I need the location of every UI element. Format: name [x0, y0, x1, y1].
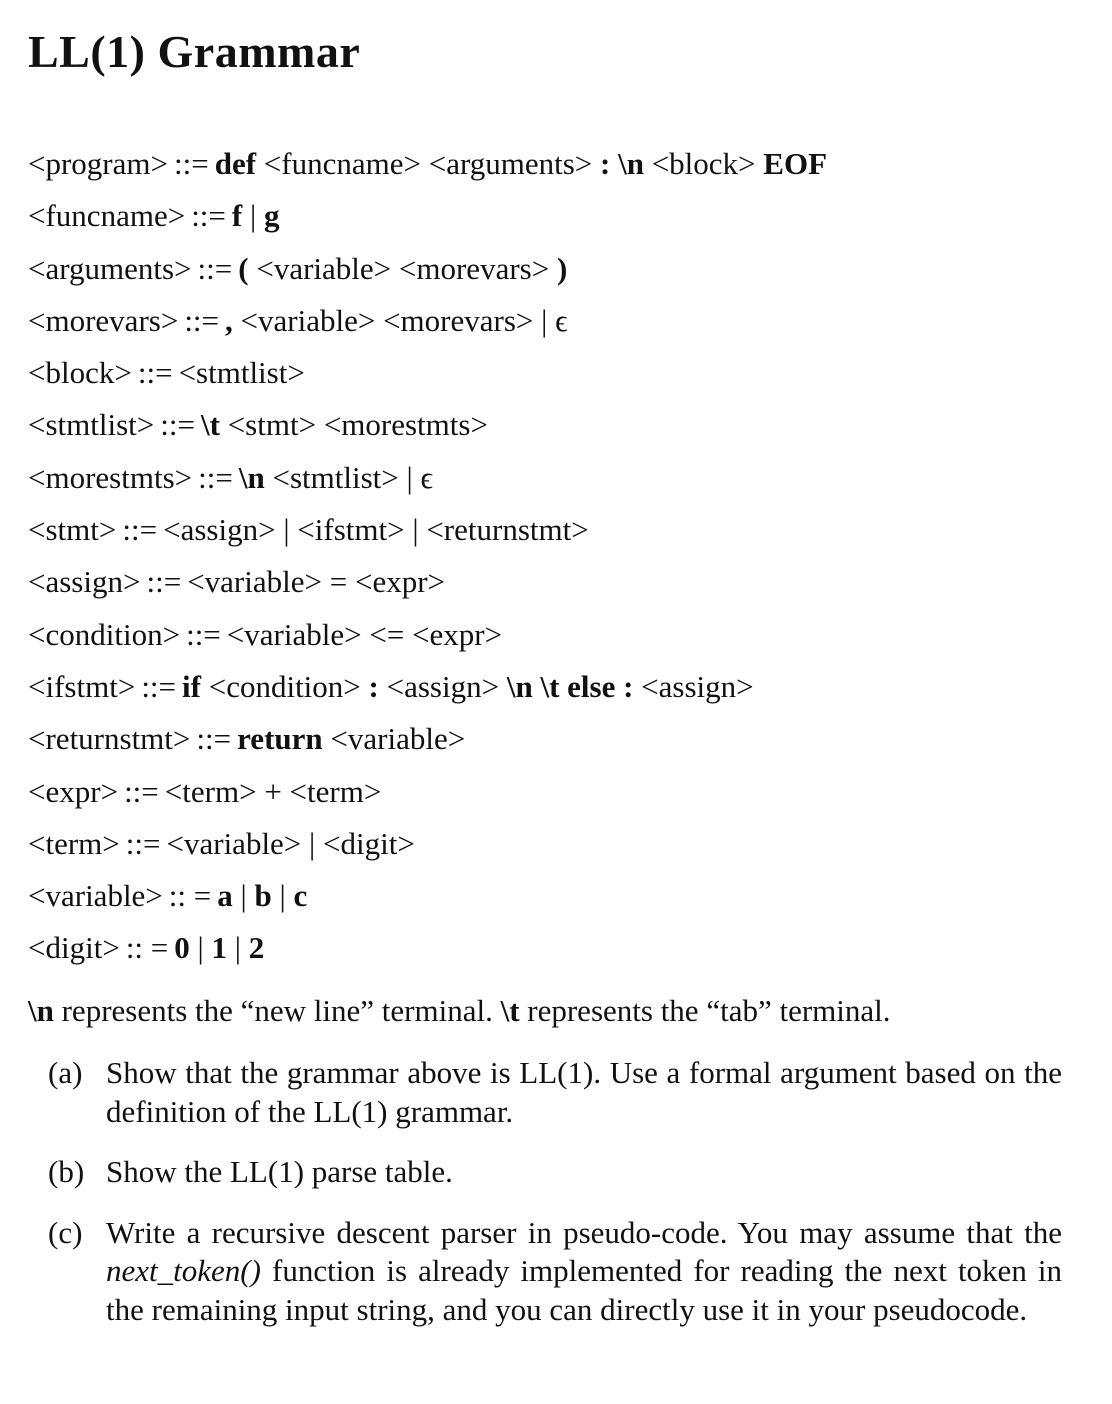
- rule-operator: ::=: [122, 512, 158, 548]
- grammar-rule: [28, 922, 1088, 974]
- terminal-symbol: (: [238, 250, 249, 286]
- rule-operator: :: =: [168, 878, 212, 914]
- terminal-symbol: def: [214, 146, 257, 181]
- rule-operator: ::=: [125, 825, 161, 861]
- tab-note-text: represents the “tab” terminal.: [519, 993, 891, 1028]
- terminal-symbol: else: [567, 668, 616, 704]
- terminal-symbol: if: [182, 668, 201, 704]
- page-title: LL(1) Grammar: [28, 26, 361, 77]
- rule-operator: ::=: [198, 459, 233, 495]
- grammar-rule: [28, 295, 1088, 347]
- rule-symbol: <expr>: [354, 564, 446, 600]
- question-part-a: [48, 1054, 1062, 1131]
- rule-symbol: <returnstmt>: [426, 512, 589, 548]
- terminal-symbol: :: [368, 668, 379, 704]
- rule-lhs: <digit>: [28, 930, 120, 966]
- rule-symbol: <ifstmt>: [297, 512, 405, 548]
- grammar-rule: [28, 190, 1088, 242]
- grammar-rule: [28, 347, 1088, 399]
- grammar-rule: [28, 399, 1088, 451]
- rule-symbol: <digit>: [323, 825, 415, 861]
- rule-lhs: <block>: [28, 355, 132, 391]
- grammar-rule: [28, 504, 1088, 556]
- rule-symbol: +: [264, 773, 282, 809]
- rule-symbol: <expr>: [412, 616, 503, 652]
- terminal-symbol: ): [556, 250, 568, 286]
- rule-symbol: <variable>: [226, 616, 362, 652]
- rule-symbol: |: [541, 302, 548, 338]
- newline-symbol: \n: [28, 993, 54, 1028]
- grammar-rule: [28, 766, 1088, 818]
- rule-symbol: |: [197, 930, 204, 966]
- terminal-symbol: ,: [225, 302, 233, 338]
- rule-lhs: <returnstmt>: [28, 721, 191, 757]
- terminal-symbol: 2: [248, 930, 265, 966]
- terminal-symbol: :: [623, 668, 634, 704]
- rule-operator: ::=: [141, 668, 177, 704]
- rule-symbol: <variable>: [330, 721, 466, 757]
- terminal-symbol: 0: [174, 930, 190, 966]
- part-text: Show the LL(1) parse table.: [106, 1154, 453, 1189]
- part-text-after: function is already implemented for reading the next token in the remaining input string, and you can directly use it in your pseudocode.: [106, 1253, 1062, 1327]
- rule-symbol: <condition>: [208, 668, 361, 704]
- rule-lhs: <condition>: [28, 616, 181, 652]
- rule-symbol: <variable>: [240, 302, 376, 338]
- question-part-c: [48, 1214, 1062, 1330]
- grammar-rule: [28, 138, 1088, 190]
- grammar-rule: [28, 609, 1088, 661]
- rule-lhs: <stmt>: [28, 512, 117, 548]
- part-label: (a): [48, 1055, 83, 1090]
- rule-lhs: <stmtlist>: [28, 407, 155, 443]
- rule-operator: ::=: [173, 146, 209, 181]
- rule-operator: :: =: [125, 930, 169, 966]
- newline-note-text: represents the “new line” terminal.: [53, 993, 501, 1028]
- rule-symbol: <stmtlist>: [272, 459, 399, 495]
- terminal-symbol: :: [600, 146, 611, 181]
- function-name: next_token(): [106, 1253, 261, 1288]
- grammar-rules: [28, 138, 1088, 975]
- part-label: (c): [48, 1214, 83, 1250]
- question-part-b: [48, 1153, 1062, 1192]
- rule-symbol: |: [279, 878, 286, 914]
- terminal-symbol: \n: [238, 459, 265, 495]
- rule-lhs: <funcname>: [28, 198, 186, 234]
- rule-symbol: |: [249, 198, 257, 234]
- grammar-rule: [28, 661, 1088, 713]
- rule-symbol: <stmtlist>: [178, 355, 305, 391]
- grammar-rule: [28, 818, 1088, 870]
- rule-symbol: |: [283, 512, 290, 548]
- rule-operator: ::=: [184, 302, 220, 338]
- rule-symbol: <variable>: [166, 825, 302, 861]
- rule-symbol: |: [309, 825, 316, 861]
- rule-operator: ::=: [160, 407, 195, 443]
- rule-symbol: =: [329, 564, 348, 600]
- tab-symbol: \t: [500, 993, 520, 1028]
- rule-lhs: <assign>: [28, 564, 141, 600]
- rule-symbol: <assign>: [641, 668, 754, 704]
- terminal-symbol: \t: [201, 407, 220, 443]
- rule-lhs: <program>: [28, 146, 168, 181]
- rule-operator: ::=: [197, 250, 233, 286]
- rule-symbol: <arguments>: [428, 146, 593, 181]
- rule-symbol: <term>: [164, 773, 257, 809]
- rule-symbol: |: [234, 930, 241, 966]
- rule-symbol: ϵ: [420, 459, 434, 495]
- rule-lhs: <morestmts>: [28, 459, 193, 495]
- terminal-symbol: EOF: [763, 146, 828, 181]
- rule-symbol: <morevars>: [383, 302, 534, 338]
- rule-operator: ::=: [186, 616, 221, 652]
- terminal-symbol: \t: [540, 668, 560, 704]
- rule-symbol: ϵ: [555, 302, 568, 338]
- terminal-symbol: b: [254, 878, 272, 914]
- terminal-symbol: 1: [211, 930, 227, 966]
- terminal-symbol: g: [263, 198, 280, 234]
- rule-symbol: <morevars>: [398, 250, 550, 286]
- rule-lhs: <arguments>: [28, 250, 192, 286]
- terminal-symbol: \n: [618, 146, 644, 181]
- grammar-rule: [28, 870, 1088, 922]
- rule-symbol: |: [240, 878, 247, 914]
- rule-symbol: <funcname>: [263, 146, 421, 181]
- rule-lhs: <variable>: [28, 878, 163, 914]
- rule-symbol: |: [406, 459, 413, 495]
- rule-symbol: <term>: [289, 773, 382, 809]
- rule-operator: ::=: [146, 564, 182, 600]
- rule-symbol: <stmt>: [227, 407, 317, 443]
- grammar-rule: [28, 243, 1088, 295]
- rule-symbol: <assign>: [386, 668, 500, 704]
- rule-operator: ::=: [137, 355, 173, 391]
- terminal-symbol: \n: [506, 668, 533, 704]
- rule-symbol: <=: [369, 616, 405, 652]
- part-label: (b): [48, 1154, 85, 1189]
- rule-symbol: <block>: [651, 146, 756, 181]
- rule-symbol: <variable>: [256, 250, 392, 286]
- part-text: Show that the grammar above is LL(1). Use a formal argument based on the definition of the LL(1) grammar.: [106, 1055, 1062, 1129]
- rule-symbol: <variable>: [187, 564, 322, 600]
- rule-lhs: <term>: [28, 825, 120, 861]
- rule-symbol: <assign>: [163, 512, 276, 548]
- rule-operator: ::=: [191, 198, 226, 234]
- terminal-note: [28, 990, 891, 1032]
- question-parts: [48, 1054, 1062, 1351]
- part-text-before: Write a recursive descent parser in pseudo-code. You may assume that the: [106, 1214, 1062, 1250]
- rule-symbol: |: [412, 512, 419, 548]
- rule-lhs: <ifstmt>: [28, 668, 136, 704]
- rule-lhs: <expr>: [28, 773, 119, 809]
- grammar-rule: [28, 556, 1088, 608]
- rule-operator: ::=: [196, 721, 232, 757]
- rule-operator: ::=: [124, 773, 159, 809]
- grammar-rule: [28, 713, 1088, 765]
- rule-lhs: <morevars>: [28, 302, 179, 338]
- terminal-symbol: return: [237, 721, 323, 757]
- rule-symbol: <morestmts>: [323, 407, 488, 443]
- terminal-symbol: a: [217, 878, 233, 914]
- terminal-symbol: c: [293, 878, 308, 914]
- terminal-symbol: f: [231, 198, 243, 234]
- grammar-rule: [28, 452, 1088, 504]
